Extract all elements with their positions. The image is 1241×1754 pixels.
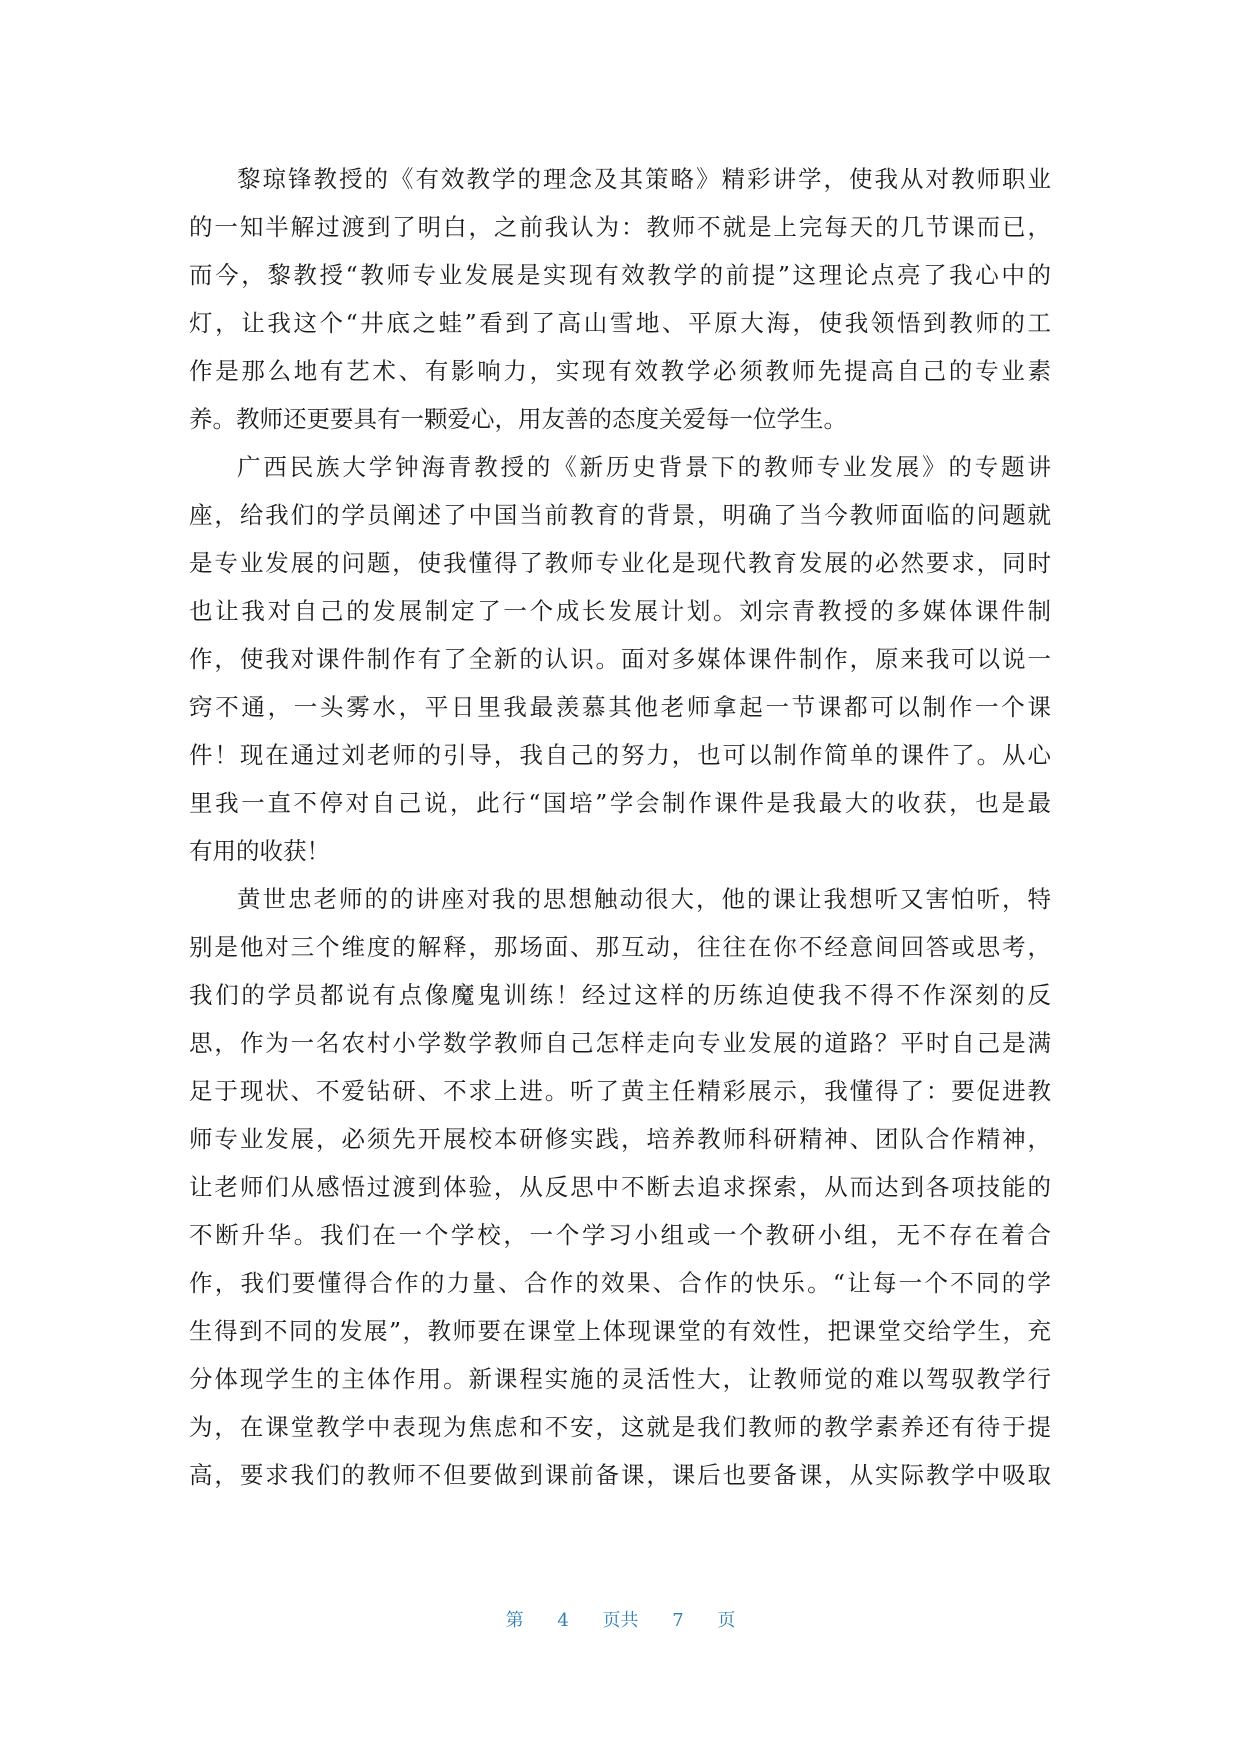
- text-line: 思，作为一名农村小学数学教师自己怎样走向专业发展的道路？平时自己是满: [189, 1029, 1051, 1057]
- text-line: 窍不通，一头雾水，平日里我最羡慕其他老师拿起一节课都可以制作一个课: [189, 693, 1051, 721]
- paragraph-3: [189, 875, 1051, 1499]
- page-footer: [0, 1606, 1241, 1632]
- text-line: 灯，让我这个“井底之蛙”看到了高山雪地、平原大海，使我领悟到教师的工: [189, 309, 1051, 337]
- text-line: 别是他对三个维度的解释，那场面、那互动，往往在你不经意间回答或思考，: [189, 933, 1051, 961]
- text-line: 不断升华。我们在一个学校，一个学习小组或一个教研小组，无不存在着合: [189, 1221, 1051, 1249]
- text-line: 也让我对自己的发展制定了一个成长发展计划。刘宗青教授的多媒体课件制: [189, 597, 1051, 625]
- text-line: 作，我们要懂得合作的力量、合作的效果、合作的快乐。“让每一个不同的学: [189, 1269, 1051, 1297]
- footer-total-pages: 7: [672, 1610, 684, 1631]
- text-line: 养。教师还更要具有一颗爱心，用友善的态度关爱每一位学生。: [189, 405, 847, 433]
- footer-label-end: 页: [717, 1610, 736, 1631]
- text-line: 作是那么地有艺术、有影响力，实现有效教学必须教师先提高自己的专业素: [189, 357, 1051, 385]
- text-line: 是专业发展的问题，使我懂得了教师专业化是现代教育发展的必然要求，同时: [189, 549, 1051, 577]
- text-line: 分体现学生的主体作用。新课程实施的灵活性大，让教师觉的难以驾驭教学行: [189, 1365, 1051, 1393]
- text-line: 为，在课堂教学中表现为焦虑和不安，这就是我们教师的教学素养还有待于提: [189, 1413, 1051, 1441]
- footer-label-page: 第: [505, 1610, 524, 1631]
- text-line: 作，使我对课件制作有了全新的认识。面对多媒体课件制作，原来我可以说一: [189, 645, 1051, 673]
- text-line: 高，要求我们的教师不但要做到课前备课，课后也要备课，从实际教学中吸取: [189, 1461, 1051, 1489]
- text-line: 而今，黎教授“教师专业发展是实现有效教学的前提”这理论点亮了我心中的: [189, 261, 1051, 289]
- text-line: 足于现状、不爱钻研、不求上进。听了黄主任精彩展示，我懂得了：要促进教: [189, 1077, 1051, 1105]
- footer-label-of: 页共: [602, 1610, 639, 1631]
- text-line: 黄世忠老师的的讲座对我的思想触动很大，他的课让我想听又害怕听，特: [237, 885, 1051, 913]
- text-line: 黎琼锋教授的《有效教学的理念及其策略》精彩讲学，使我从对教师职业: [237, 165, 1051, 193]
- text-line: 座，给我们的学员阐述了中国当前教育的背景，明确了当今教师面临的问题就: [189, 501, 1051, 529]
- text-line: 件！现在通过刘老师的引导，我自己的努力，也可以制作简单的课件了。从心: [189, 741, 1051, 769]
- paragraph-2: [189, 443, 1051, 875]
- text-line: 广西民族大学钟海青教授的《新历史背景下的教师专业发展》的专题讲: [237, 453, 1051, 481]
- text-line: 里我一直不停对自己说，此行“国培”学会制作课件是我最大的收获，也是最: [189, 789, 1051, 817]
- footer-current-page: 4: [557, 1610, 569, 1631]
- text-line: 的一知半解过渡到了明白，之前我认为：教师不就是上完每天的几节课而已，: [189, 213, 1051, 241]
- text-line: 生得到不同的发展”，教师要在课堂上体现课堂的有效性，把课堂交给学生，充: [189, 1317, 1051, 1345]
- text-line: 我们的学员都说有点像魔鬼训练！经过这样的历练迫使我不得不作深刻的反: [189, 981, 1051, 1009]
- paragraph-1: [189, 155, 1051, 443]
- document-body: [189, 155, 1051, 1499]
- text-line: 有用的收获！: [189, 837, 330, 865]
- text-line: 让老师们从感悟过渡到体验，从反思中不断去追求探索，从而达到各项技能的: [189, 1173, 1051, 1201]
- text-line: 师专业发展，必须先开展校本研修实践，培养教师科研精神、团队合作精神，: [189, 1125, 1051, 1153]
